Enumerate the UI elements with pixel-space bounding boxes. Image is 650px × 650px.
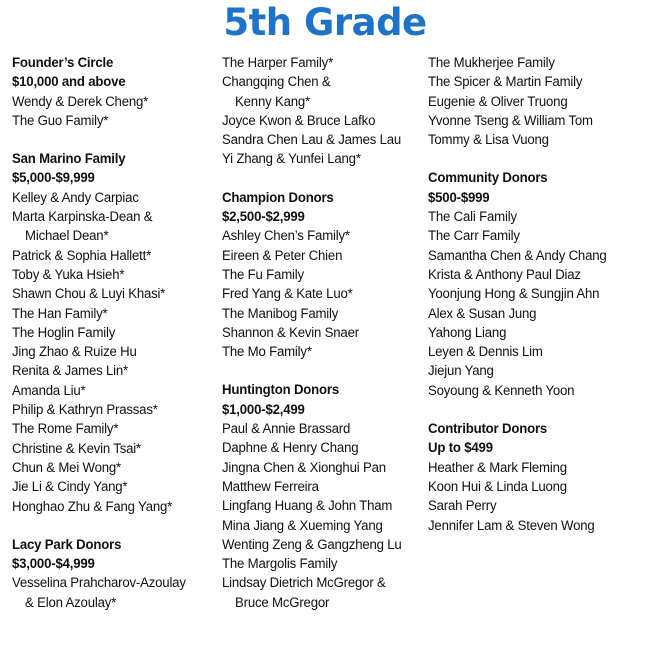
donor-line: The Margolis Family [222,556,338,573]
donor-line: Soyoung & Kenneth Yoon [428,382,575,399]
donor-line-continued: Kenny Kang* [235,93,311,110]
donor-line: Wenting Zeng & Gangzheng Lu [222,536,402,553]
donor-line: Lingfang Huang & John Tham [222,498,393,515]
donor-line: Patrick & Sophia Hallett* [12,247,152,264]
donor-line: Joyce Kwon & Bruce Lafko [222,112,376,129]
donor-line: The Guo Family* [12,112,109,129]
donor-line: Jingna Chen & Xionghui Pan [222,459,386,476]
section-range: $2,500-$2,999 [222,209,305,226]
section-range: $500-$999 [428,189,490,206]
section-lacy-park [12,536,217,613]
donor-line: Yvonne Tseng & William Tom [428,112,593,129]
section-huntington [222,381,427,613]
donor-line: Vesselina Prahcharov-Azoulay [12,575,186,592]
donor-line: Shawn Chou & Luyi Khasi* [12,286,166,303]
section-range: $10,000 and above [12,74,126,91]
donor-line: The Fu Family [222,266,304,283]
donor-line: Shannon & Kevin Snaer [222,324,359,341]
donor-line: Ashley Chen’s Family* [222,228,350,245]
section-name: Community Donors [428,170,548,187]
donor-line: Toby & Yuka Hsieh* [12,266,125,283]
donor-line: Samantha Chen & Andy Chang [428,247,607,264]
donor-line: Philip & Kathryn Prassas* [12,402,158,419]
column-2 [222,54,427,632]
donor-line: Yahong Liang [428,324,507,341]
donor-line: Leyen & Dennis Lim [428,344,543,361]
donor-line: Eugenie & Oliver Truong [428,93,568,110]
donor-line: The Hoglin Family [12,324,116,341]
donor-line: The Rome Family* [12,421,119,438]
section-range: $3,000-$4,999 [12,556,95,573]
donor-line: Chun & Mei Wong* [12,459,121,476]
donor-line: The Manibog Family [222,305,339,322]
column-1 [12,54,217,632]
section-huntington-continued [428,54,643,150]
donor-line: Koon Hui & Linda Luong [428,478,567,495]
donor-line: The Harper Family* [222,55,334,71]
section-champion [222,189,427,363]
section-range: $1,000-$2,499 [222,401,305,418]
section-range: $5,000-$9,999 [12,170,95,187]
donor-line: Sarah Perry [428,498,497,515]
section-contributor [428,420,643,536]
section-san-marino [12,150,217,517]
section-range: Up to $499 [428,440,493,457]
section-founders-circle [12,54,217,131]
donor-line: Krista & Anthony Paul Diaz [428,266,581,283]
donor-line: Jiejun Yang [428,363,494,380]
donor-line: Sandra Chen Lau & James Lau [222,132,402,149]
donor-line: Matthew Ferreira [222,478,319,495]
donor-line: Jing Zhao & Ruize Hu [12,344,137,361]
donor-line: Yoonjung Hong & Sungjin Ahn [428,286,600,303]
section-name: Contributor Donors [428,421,548,438]
section-lacy-park-continued [222,54,427,170]
donor-line: The Mukherjee Family [428,55,555,71]
donor-line: Jie Li & Cindy Yang* [12,479,128,496]
donor-line: Tommy & Lisa Vuong [428,132,549,149]
section-name: Huntington Donors [222,382,340,399]
donor-line: Christine & Kevin Tsai* [12,440,141,457]
section-name: Champion Donors [222,189,334,206]
donor-line: Mina Jiang & Xueming Yang [222,517,383,534]
donor-line: The Mo Family* [222,344,312,361]
section-community [428,169,643,401]
donor-line: Jennifer Lam & Steven Wong [428,517,595,534]
section-name: Lacy Park Donors [12,536,122,553]
donor-line: Wendy & Derek Cheng* [12,93,149,110]
donor-line: The Han Family* [12,305,108,322]
donor-line: Amanda Liu* [12,382,86,399]
donor-line: The Spicer & Martin Family [428,74,583,91]
donor-line: Yi Zhang & Yunfei Lang* [222,151,361,168]
donor-line: Fred Yang & Kate Luo* [222,286,353,303]
donor-line: Honghao Zhu & Fang Yang* [12,498,173,515]
donor-line: Paul & Annie Brassard [222,421,351,438]
donor-line: Renita & James Lin* [12,363,129,380]
donor-line: Eireen & Peter Chien [222,247,343,264]
section-name: San Marino Family [12,151,126,168]
donor-line: The Carr Family [428,228,520,245]
donor-line: Kelley & Andy Carpiac [12,189,139,206]
donor-line-continued: & Elon Azoulay* [25,594,117,611]
donor-line: The Cali Family [428,209,517,226]
donor-line-continued: Michael Dean* [25,228,109,245]
column-3 [428,54,643,555]
donor-line-continued: Bruce McGregor [235,594,330,611]
donor-line: Heather & Mark Fleming [428,459,567,476]
donor-line: Marta Karpinska-Dean & [12,209,153,226]
section-name: Founder’s Circle [12,55,114,71]
donor-line: Lindsay Dietrich McGregor & [222,575,386,592]
donor-line: Changqing Chen & [222,74,331,91]
page-title: 5th Grade [223,1,427,44]
donor-line: Daphne & Henry Chang [222,440,359,457]
donor-line: Alex & Susan Jung [428,305,537,322]
